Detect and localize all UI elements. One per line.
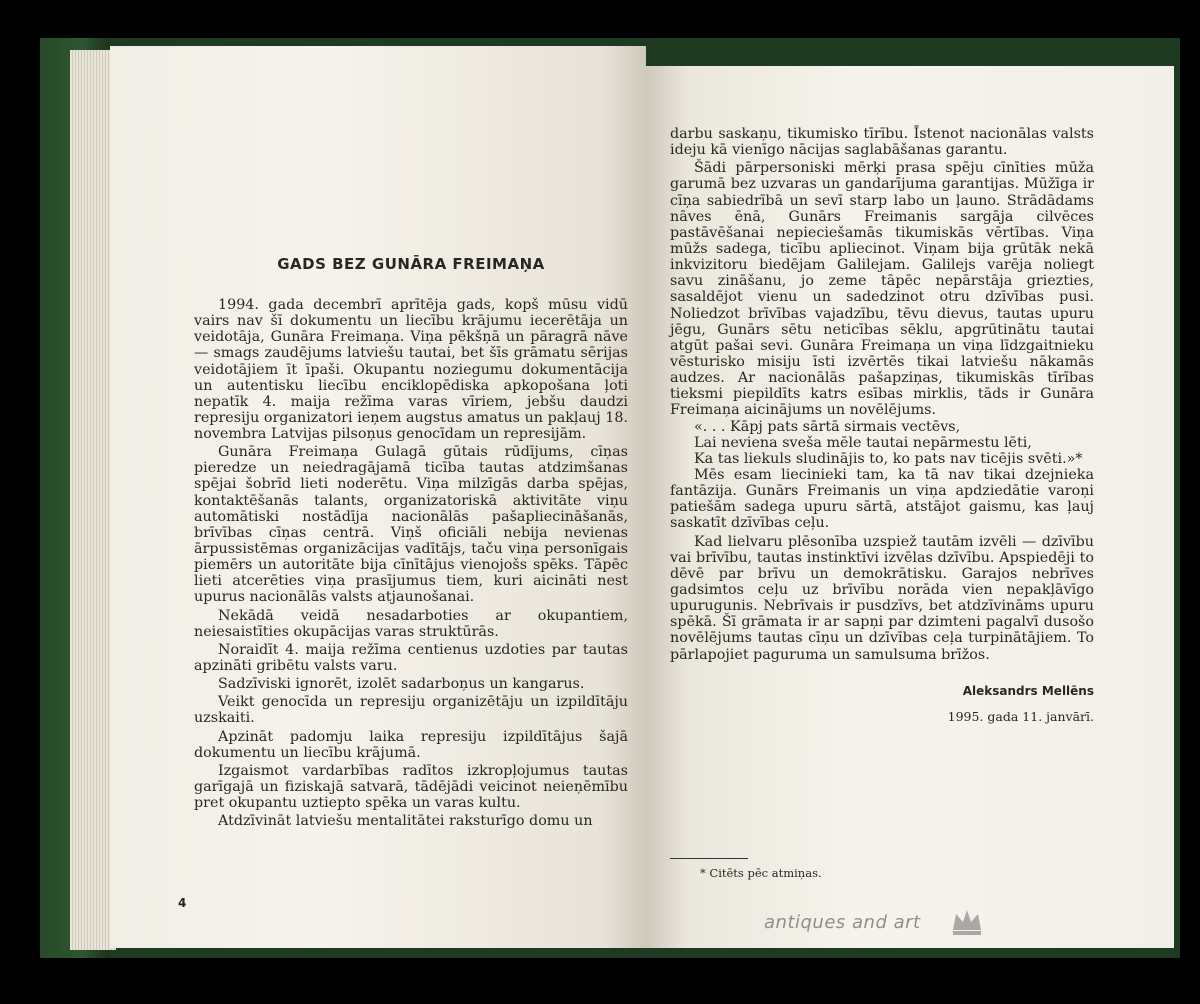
paragraph: 1994. gada decembrī aprītēja gads, kopš mūsu vidū vairs nav šī dokumentu un liecību krājumu iecerētāja un veidotāja, Gunāra Freimaņa. Viņa pēkšņā un pāragrā nāve — smags zaudējums latviešu tautai, bet šīs grāmatu sērijas veidotājiem īt īpaši. Okupantu noziegumu dokumentācija un autentisku liecību enciklopēdiska apkopošana ļoti nepatīk 4. maija režīma varas vīriem, jebšu daudzi represiju organizatori ieņem augstus amatus un pakļauj 18. novembra Latvijas pilsoņus genocīdam un represijām. — [194, 296, 628, 443]
crown-icon — [950, 904, 984, 938]
paragraph: Mēs esam liecinieki tam, ka tā nav tikai dzejnieka fantāzija. Gunārs Freimanis un viņa apdziedātie varoņi patiešām sadega upuru sārtā, atstājot gaismu, kas ļauj saskatīt dzīvības ceļu. — [670, 466, 1094, 532]
verse-line: «. . . Kāpj pats sārtā sirmais vectēvs, — [694, 418, 961, 435]
chapter-heading: GADS BEZ GUNĀRA FREIMAŅA — [277, 255, 545, 273]
author-signature: Aleksandrs Mellēns — [962, 683, 1094, 698]
paragraph: Sadzīviski ignorēt, izolēt sadarboņus un kangarus. — [218, 676, 585, 693]
watermark-text: antiques and art — [764, 912, 921, 933]
paragraph: Apzināt padomju laika represiju izpildītājus šajā dokumentu un liecību krājumā. — [194, 728, 628, 761]
verse-line: Ka tas liekuls sludinājis to, ko pats nav ticējis svēti.»* — [694, 450, 1083, 467]
page-number: 4 — [178, 896, 187, 910]
right-page — [646, 66, 1174, 948]
paragraph: Kad lielvaru plēsonība uzspiež tautām izvēli — dzīvību vai brīvību, tautas instinktīvi izvēlas dzīvību. Apspiedēji to dēvē par brīvu un demokrātisku. Garajos nebrīves gadsimtos ceļu uz brīvību norāda vien nepakļāvīgo upurugunis. Nebrīvais ir pusdzīvs, bet atdzīvināms upuru spēkā. Šī grāmata ir ar sapņi par dzimteni pagalvī dusošo novēlējums tautas cīņu un dzīvības ceļa turpinātājiem. To pārlapojiet paguruma un samulsuma brīžos. — [670, 533, 1094, 663]
paragraph: Veikt genocīda un represiju organizētāju un izpildītāju uzskaiti. — [194, 694, 628, 727]
left-page — [110, 46, 646, 948]
paragraph: Šādi pārpersoniski mērķi prasa spēju cīnīties mūža garumā bez uzvaras un gandarījuma garantijas. Mūžīga ir cīņa sabiedrībā un sevī starp labo un ļauno. Strādādams nāves ēnā, Gunārs Freimanis sargāja cilvēces pastāvēšanai nepieciešamās tikumiskās vērtības. Viņa mūžs sadega, ticību apliecinot. Viņam bija grūtāk nekā inkvizitoru biedējam Galilejam. Galilejs varēja noliegt savu zināšanu, jo zeme tāpēc nepārstāja griezties, sasaldējot vienu un sadedzinot otru dzīvības pusi. Noliedzot brīvības vajadzību, tēvu dievus, tautas upuru jēgu, Gunārs sētu neticības sēklu, apgrūtinātu tautai atgūt pašai sevi. Gunāra Freimaņa un viņa līdzgaitnieku vēsturisko misiju īsti izvērtēs tikai latviešu nākamās audzes. Ar nacionālās pašapziņas, tikumiskās tīrības tieksmi piepildīts katrs esības mirklis, tāds ir Gunāra Freimaņa aicinājums un novēlējums. — [670, 160, 1094, 419]
footnote-divider — [670, 858, 748, 859]
verse-line: Lai neviena sveša mēle tautai nepārmestu lēti, — [694, 434, 1032, 451]
paragraph: Nekādā veidā nesadarboties ar okupantiem, neiesaistīties okupācijas varas struktūrās. — [194, 607, 628, 640]
date-line: 1995. gada 11. janvārī. — [947, 709, 1094, 725]
paragraph: Noraidīt 4. maija režīma centienus uzdoties par tautas apzināti gribētu valsts varu. — [194, 641, 628, 675]
paragraph: Izgaismot vardarbības radītos izkropļojumus tautas garīgajā un fiziskajā satvarā, tādējādi veicinot neieņēmību pret okupantu uztiepto spēka un varas kultu. — [194, 762, 628, 812]
paragraph: darbu saskaņu, tikumisko tīrību. Īstenot nacionālas valsts ideju kā vienīgo nācijas saglabāšanas garantu. — [670, 126, 1094, 159]
paragraph: Atdzīvināt latviešu mentalitātei raksturīgo domu un — [218, 813, 593, 830]
paragraph: Gunāra Freimaņa Gulagā gūtais rūdījums, cīņas pieredze un neiedragājamā ticība tautas atdzimšanas spējai šobrīd lieti noderētu. Viņa milzīgās darba spējas, kontaktēšanās talants, organizatoriskā aktivitāte viņu automātiski nostādīja nacionālās pašapliecināšanās, brīvības cīņas centrā. Viņš oficiāli nebija nevienas ārpussistēmas organizācijas vadītājs, taču viņa personīgais piemērs un autoritāte bija cīnītājus vienojošs spēks. Tāpēc lieti atcerēties viņa prasījumus tiem, kuri aicināti nest upurus nacionālās valsts atjaunošanai. — [194, 444, 628, 606]
footnote: * Citēts pēc atmiņas. — [700, 866, 822, 881]
